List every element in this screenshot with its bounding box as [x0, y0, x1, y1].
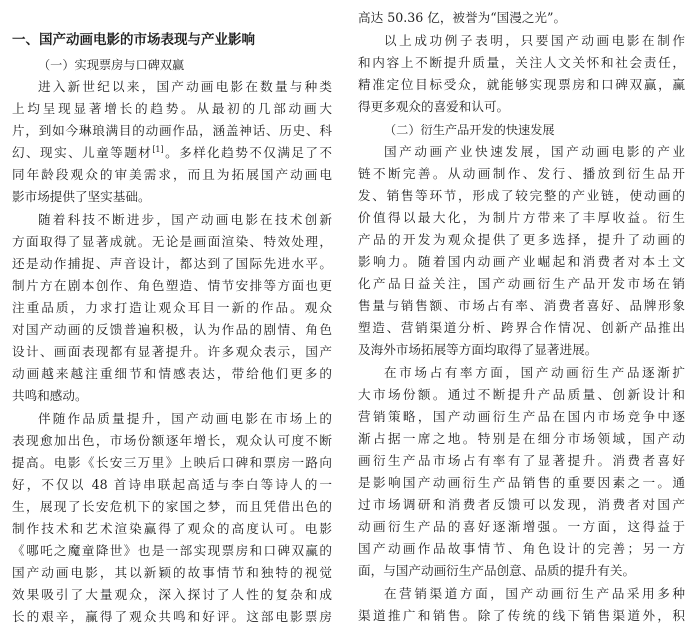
- paragraph-line: 随着科技不断进步，国产动画电影在技术创新: [38, 212, 332, 227]
- paragraph-line: 对国产动画的反馈普遍积极，认为作品的剧情、角色: [12, 322, 332, 337]
- paragraph-line: 设计、画面表现都有显著提升。许多观众表示，国产: [12, 344, 332, 359]
- paragraph-line: 影市场提供了坚实基础。: [12, 189, 151, 204]
- paragraph-line: 制作技术和艺术渲染赢得了观众的高度认可。电影: [12, 521, 332, 536]
- paragraph-line: 塑造、营销渠道分析、跨界合作情况、创新产品推出: [358, 320, 685, 335]
- section-title: 一、国产动画电影的市场表现与产业影响: [12, 32, 255, 48]
- paragraph-line: 提高。电影《长安三万里》上映后口碑和票房一路向: [12, 455, 332, 470]
- subsection-title: （一）实现票房与口碑双赢: [38, 58, 185, 72]
- paragraph-text: 幻、现实、儿童等题材: [12, 145, 153, 160]
- paragraph-line: 面，与国产动画衍生产品创意、品质的提升有关。: [358, 563, 636, 578]
- paragraph-line: 在市场占有率方面，国产动画衍生产品逐渐扩: [384, 365, 685, 380]
- paragraph-line: 影响力。随着国内动画产业崛起和消费者对本土文: [358, 254, 685, 269]
- paragraph-line: 价值得以最大化，为制片方带来了丰厚收益。衍生: [358, 210, 685, 225]
- paragraph-line: 还是动作捕捉、声音设计，都达到了国际先进水平。: [12, 256, 332, 271]
- paragraph-line: 伴随作品质量提升，国产动画电影在市场上的: [38, 411, 332, 426]
- paragraph-line: 进入新世纪以来，国产动画电影在数量与种类: [38, 79, 332, 94]
- paragraph-line: 营销策略，国产动画衍生产品在国内市场竞争中逐: [358, 409, 685, 424]
- paragraph-line: 国产动画产业快速发展，国产动画电影的产业: [384, 144, 685, 159]
- paragraph-line: 过市场调研和消费者反馈可以发现，消费者对国产: [358, 497, 685, 512]
- paragraph-line: 动画衍生产品的喜好逐渐增强。一方面，这得益于: [358, 519, 685, 534]
- paragraph-line: 制片方在剧本创作、角色塑造、情节安排等方面也更: [12, 278, 332, 293]
- paragraph-line: 发、销售等环节，形成了较完整的产业链，使动画的: [358, 188, 685, 203]
- paragraph-line: 长的艰辛，赢得了观众共鸣和好评。这部电影票房: [12, 609, 332, 624]
- paragraph-line: 共鸣和感动。: [12, 388, 88, 403]
- paragraph-line: 同年龄段观众的审美需求，而且为拓展国产动画电: [12, 167, 332, 182]
- paragraph-line: 及海外市场拓展等方面均取得了显著进展。: [358, 342, 598, 357]
- paragraph-line: 以上成功例子表明，只要国产动画电影在制作: [384, 33, 685, 48]
- paragraph-line: 售量与销售额、市场占有率、消费者喜好、品牌形象: [358, 298, 685, 313]
- paragraph-line: 链不断完善。从动画制作、发行、播放到衍生品开: [358, 166, 685, 181]
- paragraph-line: 效果吸引了大量观众，深入探讨了人性的复杂和成: [12, 587, 332, 602]
- paragraph-line: 国产动画作品故事情节、角色设计的完善；另一方: [358, 541, 685, 556]
- paragraph-line: 精准定位目标受众，就能够实现票房和口碑双赢，赢: [358, 77, 685, 92]
- paragraph-line: 是影响国产动画衍生产品销售的重要因素之一。通: [358, 475, 685, 490]
- paragraph-line: 大市场份额。通过不断提升产品质量、创新设计和: [358, 387, 685, 402]
- paragraph-line-with-citation: [12, 142, 332, 164]
- paragraph-line: 《哪吒之魔童降世》也是一部实现票房和口碑双赢的: [12, 543, 332, 558]
- paragraph-line: 高达 50.36 亿，被誉为“国漫之光”。: [358, 10, 567, 25]
- paragraph-line: 方面取得了显著成就。无论是画面渲染、特效处理，: [12, 234, 332, 249]
- paragraph-line: 和内容上不断提升质量，关注人文关怀和社会责任，: [358, 55, 685, 70]
- paragraph-line: 产品的开发为观众提供了更多选择，提升了动画的: [358, 232, 685, 247]
- paragraph-line: 注重品质，力求打造让观众耳目一新的作品。观众: [12, 300, 332, 315]
- paragraph-line: 片，到如今琳琅满目的动画作品，涵盖神话、历史、科: [12, 123, 332, 138]
- paragraph-line: 好，不仅以 48 首诗串联起高适与李白等诗人的一: [12, 477, 332, 492]
- paragraph-line: 得更多观众的喜爱和认可。: [358, 99, 510, 114]
- paragraph-line: 国产动画电影，其以新颖的故事情节和独特的视觉: [12, 565, 332, 580]
- paragraph-line: 画衍生产品市场占有率有了显著提升。消费者喜好: [358, 453, 685, 468]
- citation-marker: [1]: [152, 144, 164, 154]
- paragraph-text: 。多样化趋势不仅满足了不: [163, 145, 332, 160]
- paragraph-line: 渐占据一席之地。特别是在细分市场领域，国产动: [358, 431, 685, 446]
- paragraph-line: 表现愈加出色，市场份额逐年增长，观众认可度不断: [12, 433, 332, 448]
- paragraph-line: 动画越来越注重细节和情感表达，带给他们更多的: [12, 366, 332, 381]
- paragraph-line: 生，展现了长安危机下的家国之梦，而且凭借出色的: [12, 499, 332, 514]
- subsection-title: （二）衍生产品开发的快速发展: [384, 123, 555, 137]
- paragraph-line: 在营销渠道方面，国产动画衍生产品采用多种: [384, 586, 685, 601]
- paragraph-line: 上均呈现显著增长的趋势。从最初的几部动画大: [12, 101, 332, 116]
- paragraph-line: 化产品日益关注，国产动画衍生产品开发市场在销: [358, 276, 685, 291]
- paragraph-line: 渠道推广和销售。除了传统的线下销售渠道外，积: [358, 608, 685, 623]
